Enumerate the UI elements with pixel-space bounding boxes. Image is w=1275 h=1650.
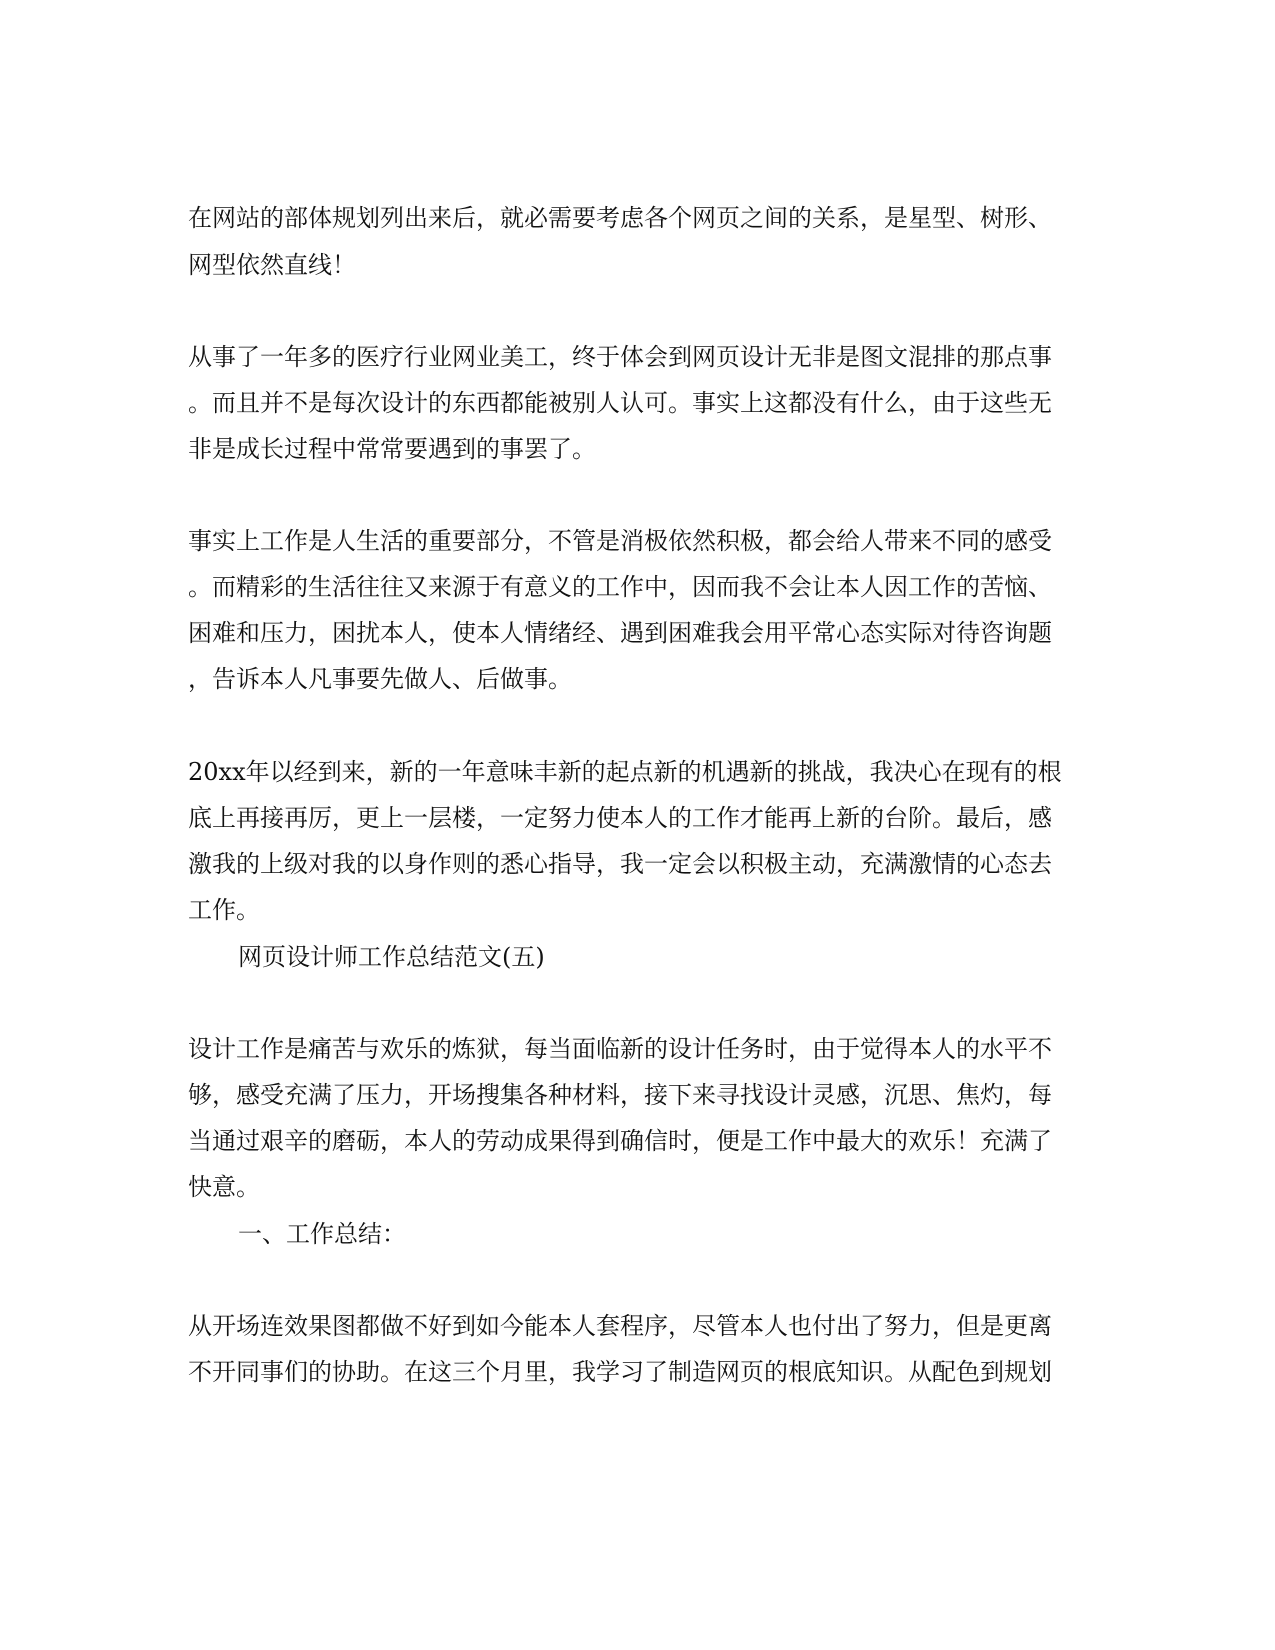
paragraph-4-line-3: 激我的上级对我的以身作则的悉心指导，我一定会以积极主动，充满激情的心态去 — [188, 850, 1052, 878]
paragraph-3-line-2: 。而精彩的生活往往又来源于有意义的工作中，因而我不会让本人因工作的苦恼、 — [188, 573, 1052, 601]
section-heading-five: 网页设计师工作总结范文(五) — [238, 943, 545, 971]
section-heading-work-summary: 一、工作总结： — [238, 1220, 406, 1248]
paragraph-4-line-1: 20xx年以经到来，新的一年意味丰新的起点新的机遇新的挑战，我决心在现有的根 — [188, 758, 1062, 786]
paragraph-5-line-4: 快意。 — [188, 1173, 260, 1201]
paragraph-3-line-4: ，告诉本人凡事要先做人、后做事。 — [188, 665, 572, 693]
paragraph-2-line-2: 。而且并不是每次设计的东西都能被别人认可。事实上这都没有什么，由于这些无 — [188, 389, 1052, 417]
paragraph-1-line-1: 在网站的部体规划列出来后，就必需要考虑各个网页之间的关系，是星型、树形、 — [188, 204, 1052, 232]
paragraph-5-line-2: 够，感受充满了压力，开场搜集各种材料，接下来寻找设计灵感，沉思、焦灼，每 — [188, 1081, 1052, 1109]
paragraph-2-line-3: 非是成长过程中常常要遇到的事罢了。 — [188, 435, 596, 463]
paragraph-5-line-1: 设计工作是痛苦与欢乐的炼狱，每当面临新的设计任务时，由于觉得本人的水平不 — [188, 1035, 1052, 1063]
paragraph-1-line-2: 网型依然直线！ — [188, 251, 356, 279]
paragraph-3-line-1: 事实上工作是人生活的重要部分，不管是消极依然积极，都会给人带来不同的感受 — [188, 527, 1052, 555]
paragraph-2-line-1: 从事了一年多的医疗行业网业美工，终于体会到网页设计无非是图文混排的那点事 — [188, 343, 1052, 371]
paragraph-6-line-1: 从开场连效果图都做不好到如今能本人套程序，尽管本人也付出了努力，但是更离 — [188, 1312, 1052, 1340]
paragraph-4-line-4: 工作。 — [188, 896, 260, 924]
paragraph-5-line-3: 当通过艰辛的磨砺，本人的劳动成果得到确信时，便是工作中最大的欢乐！充满了 — [188, 1127, 1052, 1155]
paragraph-6-line-2: 不开同事们的协助。在这三个月里，我学习了制造网页的根底知识。从配色到规划 — [188, 1358, 1052, 1386]
paragraph-4-line-2: 底上再接再厉，更上一层楼，一定努力使本人的工作才能再上新的台阶。最后，感 — [188, 804, 1052, 832]
paragraph-3-line-3: 困难和压力，困扰本人，使本人情绪经、遇到困难我会用平常心态实际对待咨询题 — [188, 619, 1052, 647]
